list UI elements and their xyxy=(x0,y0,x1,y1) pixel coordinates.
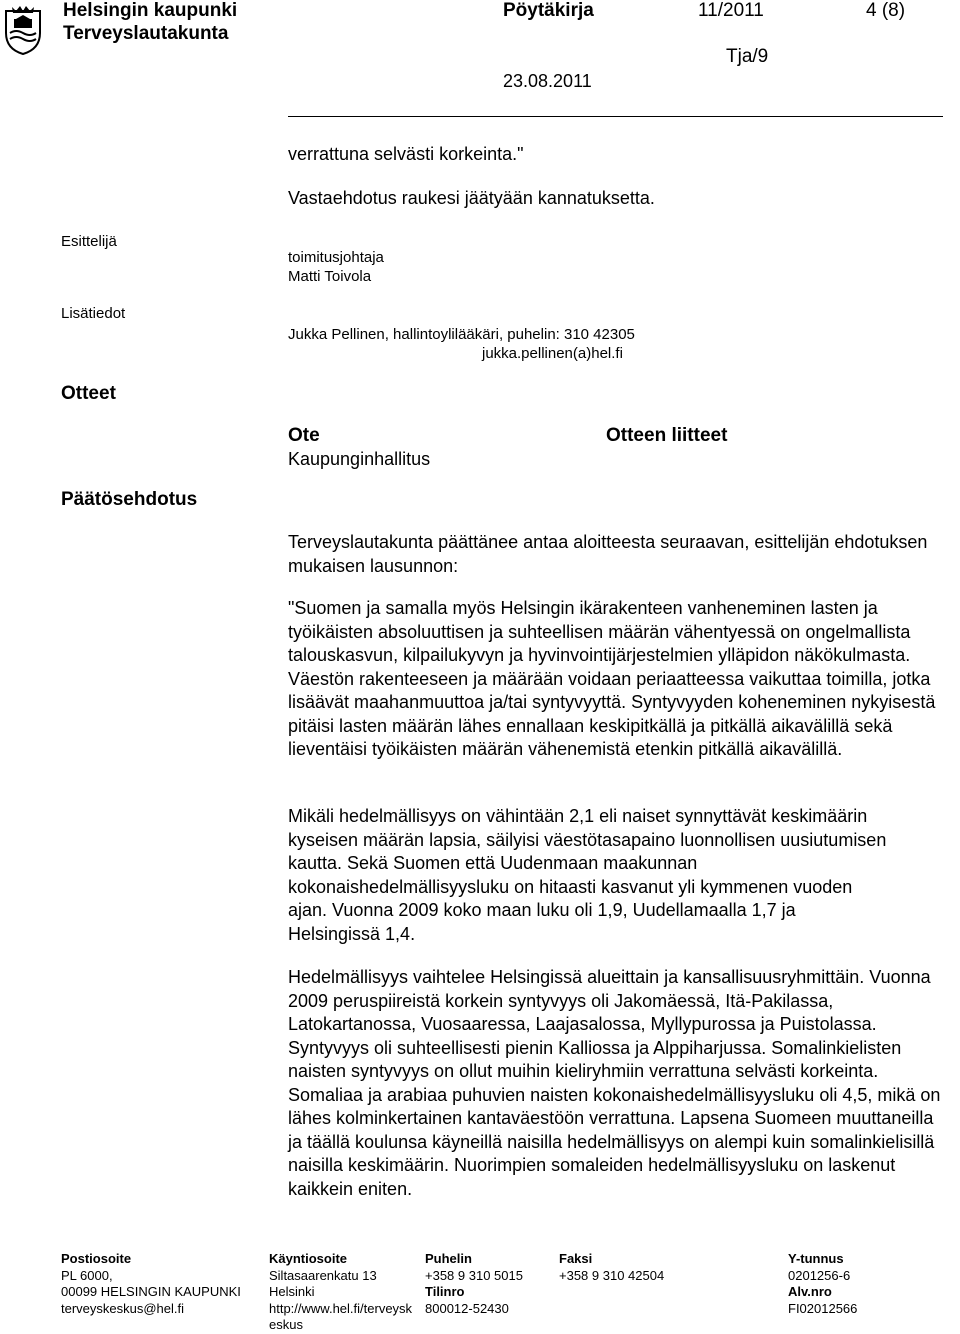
extract-col-header: Ote xyxy=(288,425,320,446)
meeting-date: 23.08.2011 xyxy=(503,71,592,91)
crest-logo xyxy=(2,3,44,55)
proposal-intro xyxy=(288,531,948,578)
footer-line: +358 9 310 5015 xyxy=(425,1267,523,1283)
page-number: 4 (8) xyxy=(866,0,906,21)
additional-info-label: Lisätiedot xyxy=(61,305,126,322)
footer-line: PL 6000, xyxy=(61,1267,113,1283)
helsinki-crest-icon xyxy=(2,3,44,55)
rejection-note: Vastaehdotus raukesi jäätyään kannatuksetta. xyxy=(288,188,655,208)
footer-website: http://www.hel.fi/terveysk xyxy=(269,1300,413,1316)
presenter-name: Matti Toivola xyxy=(288,268,372,285)
paragraph-text: "Suomen ja samalla myös Helsingin ikärakenteen vanheneminen lasten ja työikäisten absoluuttisen ja suhteellisen määrän vähentyessä on ongelmallista talouskasvun, kilpailukyvyn ja hyvinvointijärjestelmien ylläpidon näkökulmasta. Väestön rakenteeseen ja määrään voidaan periaatteessa vaikuttaa toimilla, jotka lisäävät maahanmuuttoa ja/tai syntyvyyttä. Syntyvyyden koheneminen nykyisestä pitäisi lasten määrän lähes ennallaan keskipitkällä ja pitkällä aikavälillä sekä lieventäisi työikäisten määrän vähenemistä etenkin pitkällä aikavälillä. xyxy=(288,598,936,759)
footer-heading: Faksi xyxy=(559,1251,593,1266)
presenter-label: Esittelijä xyxy=(61,233,117,250)
footer-line: 0201256-6 xyxy=(788,1267,851,1283)
footer-business-id xyxy=(788,1251,857,1317)
footer-line: eskus xyxy=(269,1317,303,1332)
board-name: Terveyslautakunta xyxy=(63,23,229,44)
footer-heading: Alv.nro xyxy=(788,1284,832,1299)
doc-number: 11/2011 xyxy=(698,0,764,21)
footer-heading: Käyntiosoite xyxy=(269,1251,348,1266)
section-code: Tja/9 xyxy=(726,46,769,67)
contact-line: Jukka Pellinen, hallintoylilääkäri, puhelin: 310 42305 xyxy=(288,326,635,343)
presenter-title: toimitusjohtaja xyxy=(288,249,384,266)
footer-postal xyxy=(61,1251,241,1317)
contact-email: jukka.pellinen(a)hel.fi xyxy=(482,345,623,362)
doc-type: Pöytäkirja xyxy=(503,0,594,21)
continuation-line: verrattuna selvästi korkeinta." xyxy=(288,144,524,164)
extract-recipient: Kaupunginhallitus xyxy=(288,449,431,469)
footer-heading: Puhelin xyxy=(425,1251,472,1266)
footer-phone xyxy=(425,1251,523,1317)
footer-heading: Y-tunnus xyxy=(788,1251,844,1266)
proposal-paragraph-1 xyxy=(288,597,948,762)
proposal-paragraph-2 xyxy=(288,805,948,946)
footer-line: +358 9 310 42504 xyxy=(559,1267,665,1283)
footer-line: FI02012566 xyxy=(788,1300,858,1316)
proposal-paragraph-3 xyxy=(288,966,948,1201)
footer-visiting xyxy=(269,1251,412,1334)
proposal-label: Päätösehdotus xyxy=(61,489,198,510)
footer-heading: Tilinro xyxy=(425,1284,465,1299)
org-name: Helsingin kaupunki xyxy=(63,0,238,21)
footer-line: Helsinki xyxy=(269,1284,315,1299)
extracts-label: Otteet xyxy=(61,383,116,404)
footer-fax xyxy=(559,1251,664,1284)
footer-line: 00099 HELSINGIN KAUPUNKI xyxy=(61,1284,241,1299)
paragraph-text: Mikäli hedelmällisyys on vähintään 2,1 eli naiset synnyttävät keskimäärin kyseisen määrän lapsia, säilyisi väestötasapaino luonnollisen uusiutumisen kautta. Sekä Suomen että Uudenmaan maakunnan kokonaishedelmällisyysluku on hitaasti kasvanut yli kymmenen vuoden ajan. Vuonna 2009 koko maan luku oli 1,9, Uudellamaalla 1,7 ja Helsingissä 1,4. xyxy=(288,806,887,944)
footer-line: 800012-52430 xyxy=(425,1300,509,1316)
footer-heading: Postiosoite xyxy=(61,1251,132,1266)
extract-attachments-header: Otteen liitteet xyxy=(606,425,728,446)
proposal-intro-text: Terveyslautakunta päättänee antaa aloitteesta seuraavan, esittelijän ehdotuksen mukaisen lausunnon: xyxy=(288,532,928,576)
paragraph-text: Hedelmällisyys vaihtelee Helsingissä alueittain ja kansallisuusryhmittäin. Vuonna 2009 peruspiireistä korkein syntyvyys oli Jakomäessä, Itä-Pakilassa, Latokartanossa, Vuosaaressa, Laajasalossa, Myllypurossa ja Puistolassa. Syntyvyys oli suhteellisesti pienin Kalliossa ja Alppiharjussa. Somalinkielisten naisten syntyvyys on ollut muihin kieliryhmiin verrattuna selvästi korkeinta. Somaliaa ja arabiaa puhuvien naisten kokonaishedelmällisyysluku oli 4,5, mikä on lähes kolminkertainen kantaväestöön verrattuna. Lapsena Suomeen muuttaneilla ja täällä koulunsa käyneillä naisilla hedelmällisyys on alempi kuin somalinkielisillä naisilla keskimäärin. Nuorimpien somaleiden hedelmällisyysluku on laskenut kaikkein eniten. xyxy=(288,967,941,1199)
footer-line: Siltasaarenkatu 13 xyxy=(269,1267,377,1283)
header-rule xyxy=(288,116,943,117)
footer-email: terveyskeskus@hel.fi xyxy=(61,1300,185,1316)
